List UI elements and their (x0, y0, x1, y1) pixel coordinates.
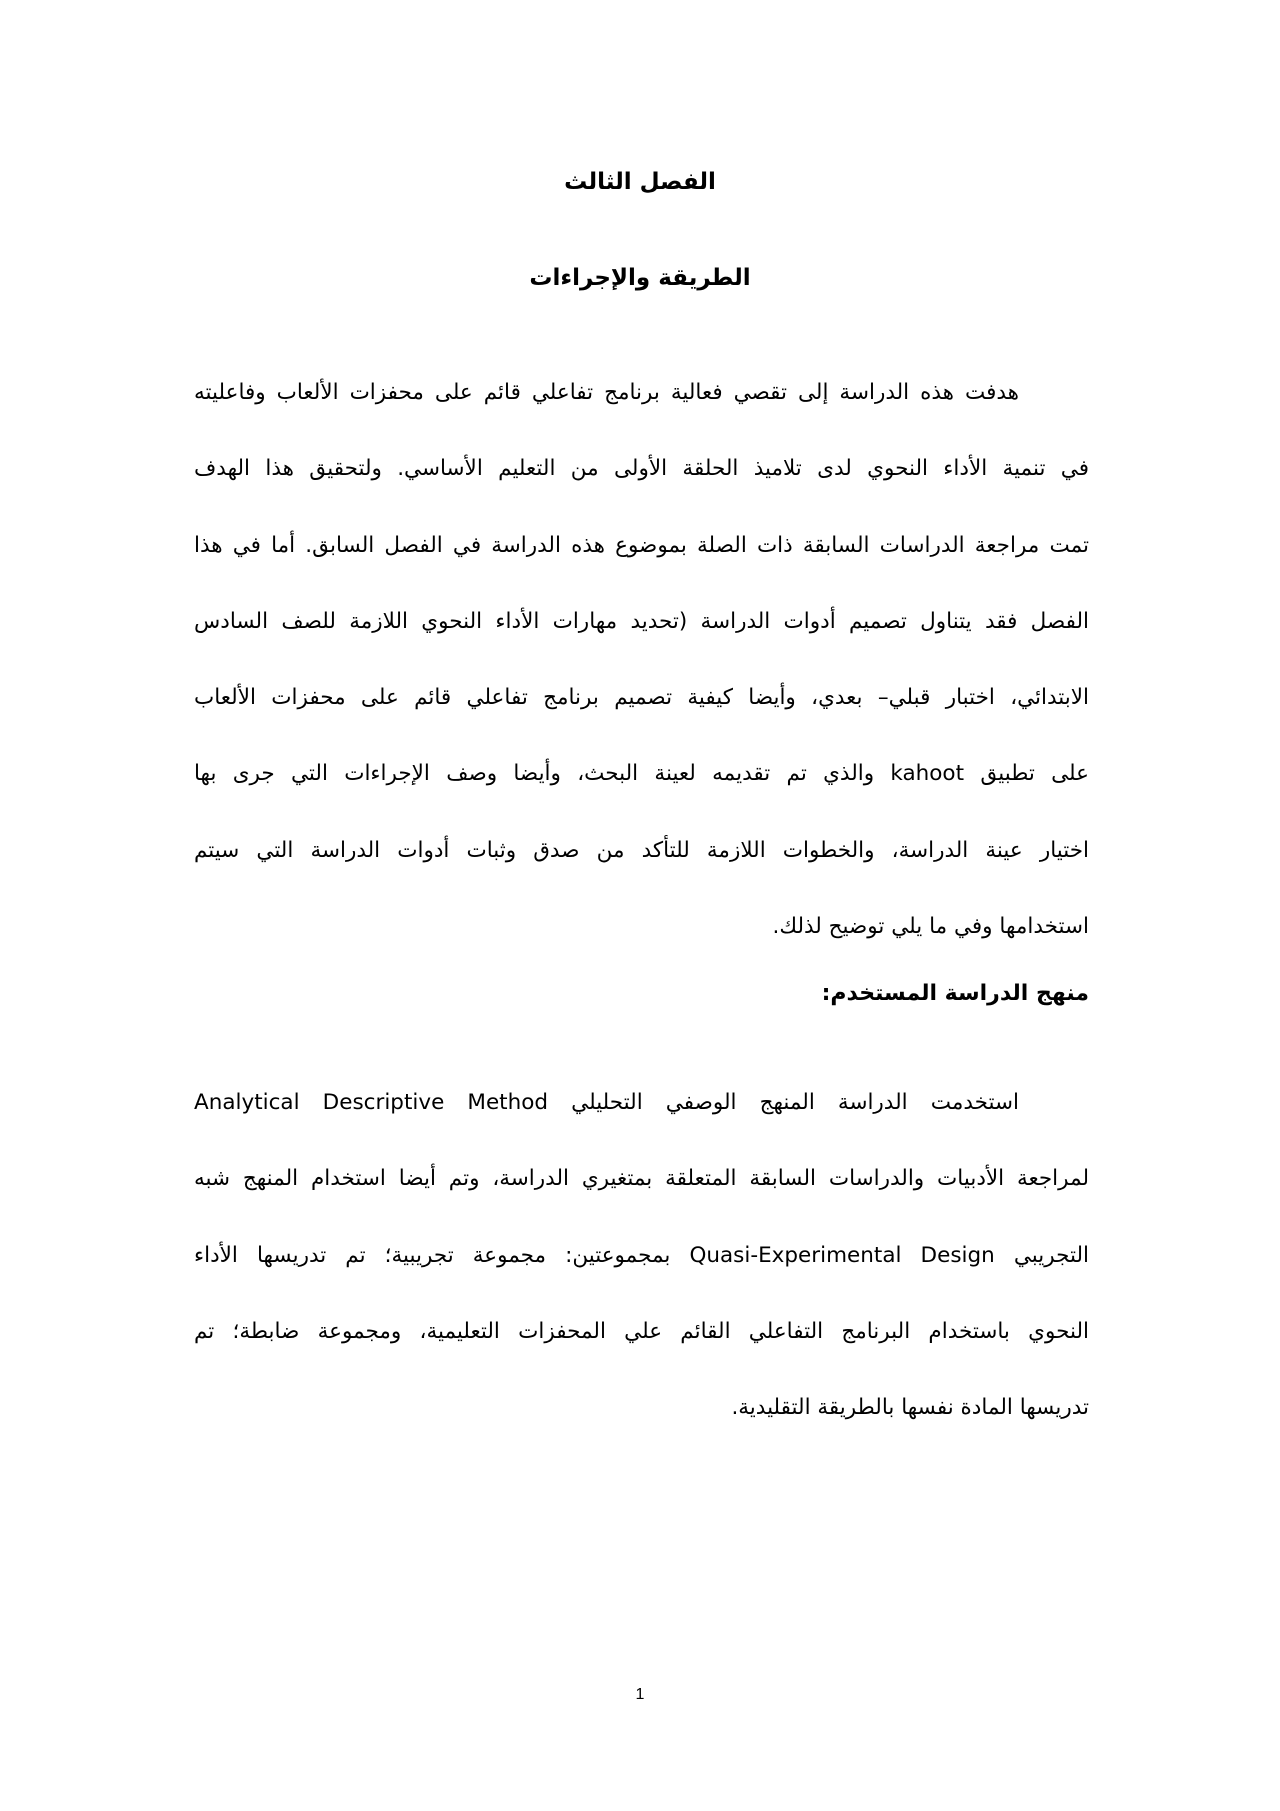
section-title: الطريقة والإجراءات (529, 265, 751, 291)
intro-paragraph (194, 355, 1089, 965)
method-heading: منهج الدراسة المستخدم: (821, 981, 1089, 1006)
paragraph-line: في تنمية الأداء النحوي لدى تلاميذ الحلقة الأولى من التعليم الأساسي. ولتحقيق هذا الهدف (194, 456, 1089, 482)
paragraph-line: لمراجعة الأدبيات والدراسات السابقة المتعلقة بمتغيري الدراسة، وتم أيضا استخدام المنهج شبه (194, 1166, 1089, 1192)
page-number: 1 (635, 1686, 645, 1703)
paragraph-line: على تطبيق kahoot والذي تم تقديمه لعينة البحث، وأيضا وصف الإجراءات التي جرى بها (194, 761, 1089, 787)
paragraph-line: الابتدائي، اختبار قبلي– بعدي، وأيضا كيفية تصميم برنامج تفاعلي قائم على محفزات الألعاب (194, 685, 1089, 711)
paragraph-line: استخدمت الدراسة المنهج الوصفي التحليلي Analytical Descriptive Method (194, 1090, 1019, 1115)
method-paragraph (194, 1065, 1089, 1446)
paragraph-line: استخدامها وفي ما يلي توضيح لذلك. (772, 914, 1089, 940)
paragraph-line: تمت مراجعة الدراسات السابقة ذات الصلة بموضوع هذه الدراسة في الفصل السابق. أما في هذا (194, 532, 1089, 558)
paragraph-line: هدفت هذه الدراسة إلى تقصي فعالية برنامج تفاعلي قائم على محفزات الألعاب وفاعليته (194, 380, 1019, 405)
paragraph-line: الفصل فقد يتناول تصميم أدوات الدراسة (تحديد مهارات الأداء النحوي اللازمة للصف السادس (194, 608, 1089, 634)
paragraph-line: تدريسها المادة نفسها بالطريقة التقليدية. (731, 1395, 1089, 1421)
chapter-title: الفصل الثالث (564, 169, 716, 195)
paragraph-line: التجريبي Quasi-Experimental Design بمجموعتين: مجموعة تجريبية؛ تم تدريسها الأداء (194, 1242, 1089, 1268)
paragraph-line: اختيار عينة الدراسة، والخطوات اللازمة للتأكد من صدق وثبات أدوات الدراسة التي سيتم (194, 837, 1089, 863)
paragraph-line: النحوي باستخدام البرنامج التفاعلي القائم علي المحفزات التعليمية، ومجموعة ضابطة؛ تم (194, 1318, 1089, 1344)
